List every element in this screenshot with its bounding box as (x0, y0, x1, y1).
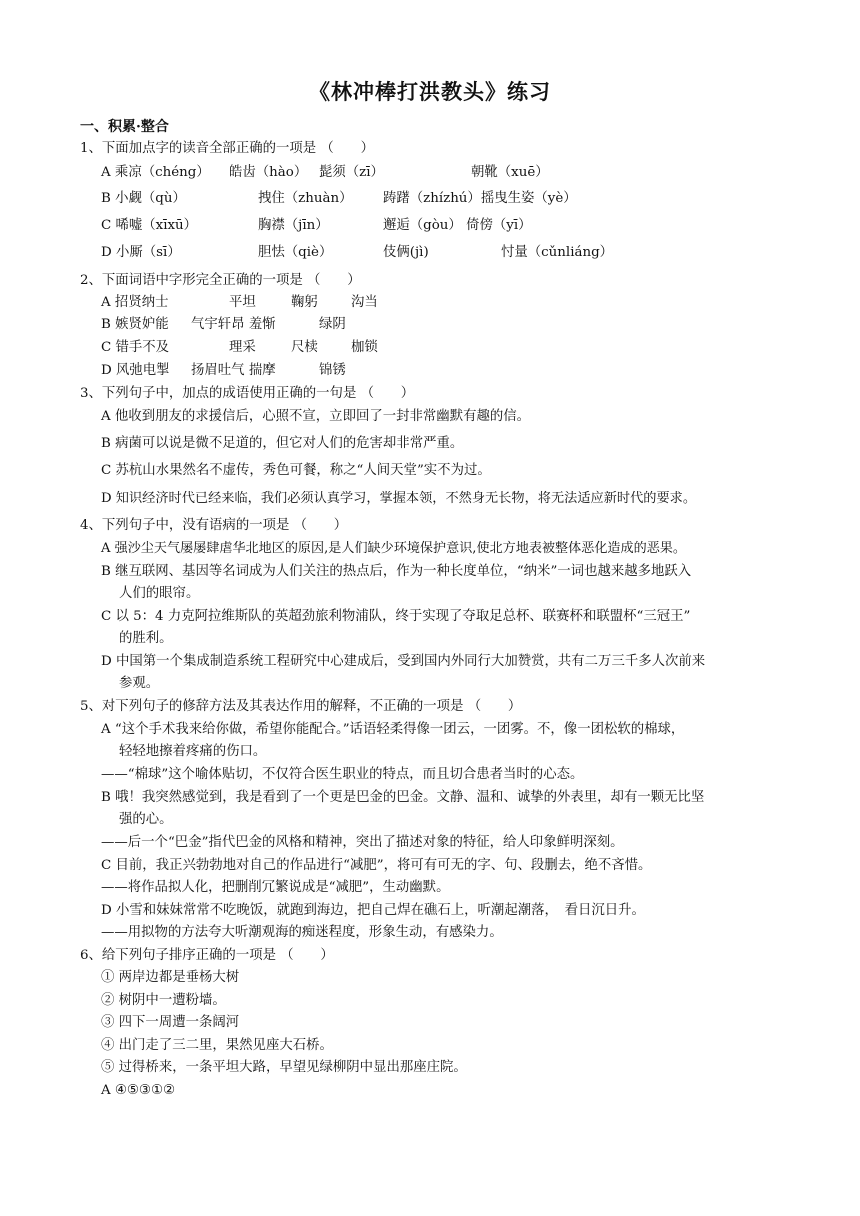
question-6-item-4: ④ 出门走了三二里，果然见座大石桥。 (101, 1038, 333, 1053)
question-5-option-a-explain: ——“棉球”这个喻体贴切，不仅符合医生职业的特点，而且切合患者当时的心态。 (101, 767, 584, 782)
question-6-stem: 6、给下列句子排序正确的一项是 （ ） (80, 948, 334, 963)
question-6-item-2: ② 树阴中一遭粉墙。 (101, 993, 226, 1008)
question-1-option-d: D 小厮（sī） 胆怯（qiè） 伎俩(jì) 忖量（cǔnliáng） (101, 245, 614, 260)
question-1-option-b: B 小觑（qù） 拽住（zhuàn） 踌躇（zhízhú）摇曳生姿（yè） (101, 191, 577, 206)
question-1-option-a: A 乘凉（chéng） 皓齿（hào） 髭须（zī） 朝靴（xuē） (101, 165, 549, 180)
question-4-option-b-cont: 人们的眼帘。 (119, 586, 200, 601)
question-5-option-d: D 小雪和妹妹常常不吃晚饭，就跑到海边，把自己焊在礁石上，听潮起潮落， 看日沉日升。 (101, 903, 645, 918)
question-2-option-d: D 风弛电掣 扬眉吐气 揣摩 锦锈 (101, 363, 346, 378)
question-4-option-c-cont: 的胜利。 (119, 631, 173, 646)
question-4-option-c: C 以 5：4 力克阿拉维斯队的英超劲旅利物浦队，终于实现了夺取足总杯、联赛杯和联盟杯“三冠王” (101, 609, 691, 624)
question-4-option-d-cont: 参观。 (119, 676, 160, 691)
question-6-answer-a: A ④⑤③①② (101, 1083, 175, 1098)
question-4-stem: 4、下列句子中，没有语病的一项是 （ ） (80, 518, 348, 533)
question-2-stem: 2、下面词语中字形完全正确的一项是 （ ） (80, 273, 361, 288)
question-5-option-b-cont: 强的心。 (119, 812, 173, 827)
question-5-stem: 5、对下列句子的修辞方法及其表达作用的解释，不正确的一项是 （ ） (80, 699, 522, 714)
question-1-option-c: C 唏嘘（xīxū） 胸襟（jīn） 邂逅（gòu） 倚傍（yī） (101, 218, 532, 233)
question-4-option-d: D 中国第一个集成制造系统工程研究中心建成后，受到国内外同行大加赞赏，共有二万三千多人次前来 (101, 654, 706, 669)
question-6-item-5: ⑤ 过得桥来，一条平坦大路，早望见绿柳阴中显出那座庄院。 (101, 1060, 467, 1075)
question-3-option-c: C 苏杭山水果然名不虚传，秀色可餐，称之“人间天堂”实不为过。 (101, 463, 491, 478)
question-4-option-a: A 强沙尘天气屡屡肆虐华北地区的原因,是人们缺少环境保护意识,使北方地表被整体恶化造成的恶果。 (101, 541, 686, 556)
question-1-stem: 1、下面加点字的读音全部正确的一项是 （ ） (80, 141, 374, 156)
question-4-option-b: B 继互联网、基因等名词成为人们关注的热点后，作为一种长度单位，“纳米”一词也越来越多地跃入 (101, 564, 692, 579)
question-5-option-b: B 哦！我突然感觉到，我是看到了一个更是巴金的巴金。文静、温和、诚挚的外表里，却有一颗无比坚 (101, 790, 705, 805)
question-3-option-a: A 他收到朋友的求援信后，心照不宣，立即回了一封非常幽默有趣的信。 (101, 409, 531, 424)
question-3-option-b: B 病菌可以说是微不足道的，但它对人们的危害却非常严重。 (101, 436, 464, 451)
question-5-option-b-explain: ——后一个“巴金”指代巴金的风格和精神，突出了描述对象的特征，给人印象鲜明深刻。 (101, 835, 624, 850)
question-5-option-a: A “这个手术我来给你做，希望你能配合。”话语轻柔得像一团云，一团雾。不，像一团松软的棉球， (101, 722, 685, 737)
document-title: 《林冲棒打洪教头》练习 (309, 79, 551, 104)
question-2-option-a: A 招贤纳士 平坦 鞠躬 沟当 (101, 295, 378, 310)
question-6-item-3: ③ 四下一周遭一条阔河 (101, 1015, 240, 1030)
section-heading: 一、积累·整合 (80, 119, 169, 135)
question-5-option-c-explain: ——将作品拟人化，把删削冗繁说成是“减肥”，生动幽默。 (101, 880, 450, 895)
question-6-item-1: ① 两岸边都是垂杨大树 (101, 970, 240, 985)
question-5-option-a-cont: 轻轻地擦着疼痛的伤口。 (119, 744, 267, 759)
question-3-option-d: D 知识经济时代已经来临，我们必须认真学习，掌握本领，不然身无长物，将无法适应新时代的要求。 (101, 491, 697, 506)
question-2-option-c: C 错手不及 理采 尺椟 枷锁 (101, 340, 378, 355)
question-5-option-c: C 目前，我正兴勃勃地对自己的作品进行“减肥”，将可有可无的字、句、段删去，绝不吝惜。 (101, 858, 652, 873)
question-5-option-d-explain: ——用拟物的方法夸大听潮观海的痴迷程度，形象生动，有感染力。 (101, 925, 503, 940)
question-3-stem: 3、下列句子中，加点的成语使用正确的一句是 （ ） (80, 386, 415, 401)
question-2-option-b: B 嫉贤妒能 气宇轩昂 羞惭 绿阴 (101, 317, 346, 332)
